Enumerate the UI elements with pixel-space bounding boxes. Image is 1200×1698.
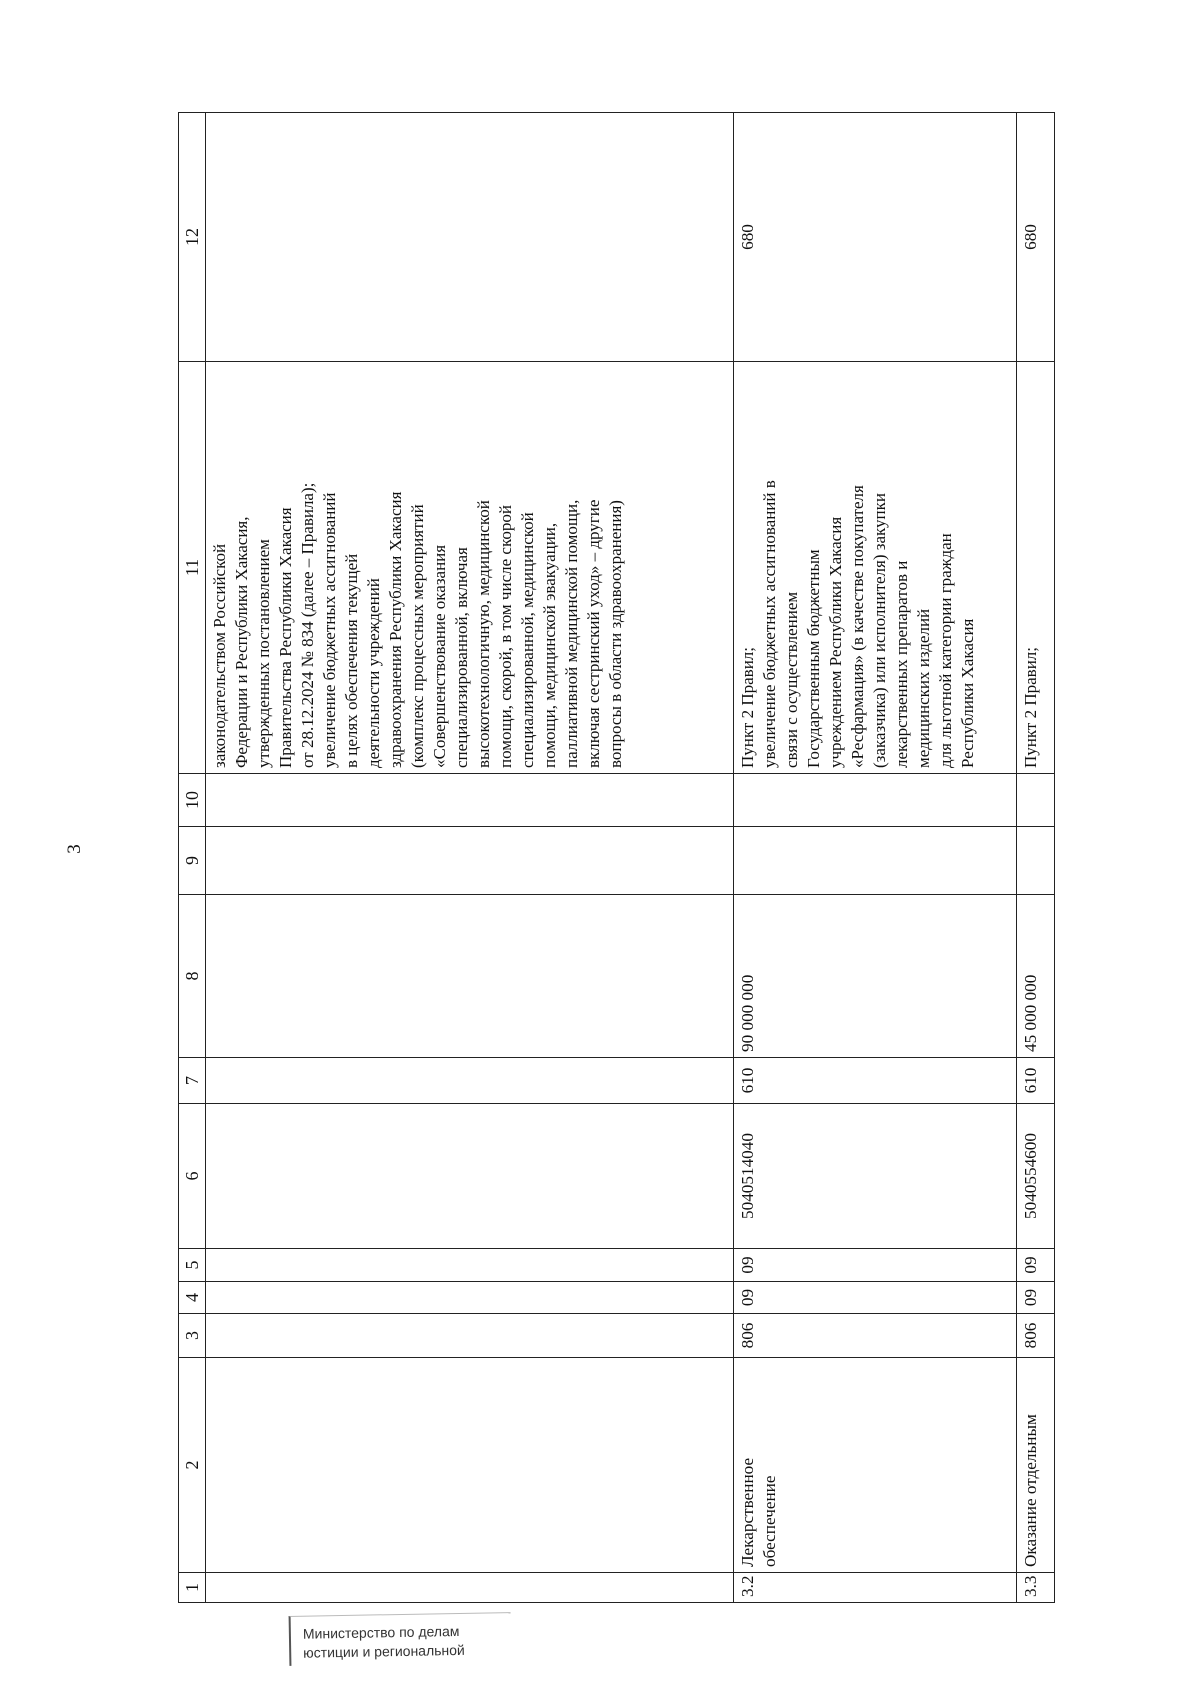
cell-col9 <box>1017 827 1055 895</box>
justification-line: паллиативной медицинской помощи, <box>562 499 581 768</box>
budget-table <box>178 112 1055 1603</box>
cell-target-article <box>206 1104 734 1249</box>
cell-col12 <box>206 113 734 362</box>
cell-expense-type <box>206 1058 734 1104</box>
cell-section: 09 <box>734 1282 1017 1314</box>
justification-line: законодательством Российской <box>210 543 229 768</box>
stamp-line: Министерство по делам <box>302 1622 460 1642</box>
cell-amount: 90 000 000 <box>734 895 1017 1058</box>
justification-line: вопросы в области здравоохранения) <box>606 500 625 768</box>
ministry-stamp <box>289 1612 512 1666</box>
cell-name: Лекарственное обеспечение <box>734 1358 1017 1573</box>
cell-col9 <box>734 827 1017 895</box>
justification-line: «Ресфармация» (в качестве покупателя <box>848 485 867 768</box>
justification-line: Правительства Республики Хакасия <box>276 507 295 768</box>
justification-line: помощи, скорой, в том числе скорой <box>496 505 515 768</box>
table-row <box>206 113 734 1603</box>
justification-line: для льготной категории граждан <box>936 533 955 768</box>
cell-subsection: 09 <box>1017 1249 1055 1282</box>
cell-section: 09 <box>1017 1282 1055 1314</box>
cell-col10 <box>1017 774 1055 827</box>
justification-line: учреждением Республики Хакасия <box>826 516 845 768</box>
col-header: 8 <box>179 895 206 1058</box>
col-header: 12 <box>179 113 206 362</box>
cell-col9 <box>206 827 734 895</box>
justification-line: Республики Хакасия <box>958 618 977 768</box>
stamp-line: юстиции и региональной <box>303 1641 465 1661</box>
table-row <box>734 113 1017 1603</box>
cell-justification <box>206 362 734 774</box>
cell-target-article: 5040554600 <box>1017 1104 1055 1249</box>
cell-item-number: 3.3 <box>1017 1573 1055 1603</box>
cell-section <box>206 1282 734 1314</box>
cell-col12: 680 <box>1017 113 1055 362</box>
col-header: 9 <box>179 827 206 895</box>
justification-line: в целях обеспечения текущей <box>342 553 361 768</box>
cell-col10 <box>206 774 734 827</box>
cell-col12: 680 <box>734 113 1017 362</box>
justification-line: здравоохранения Республики Хакасия <box>386 491 405 768</box>
justification-line: высокотехнологичную, медицинской <box>474 500 493 768</box>
cell-target-article: 5040514040 <box>734 1104 1017 1249</box>
justification-line: увеличение бюджетных ассигнований <box>320 492 339 768</box>
cell-justification <box>1017 362 1055 774</box>
justification-line: от 28.12.2024 № 834 (далее – Правила); <box>298 482 317 768</box>
justification-line: связи с осуществлением <box>782 591 801 768</box>
page-number: 3 <box>63 844 85 854</box>
cell-subsection <box>206 1249 734 1282</box>
justification-line: утвержденных постановлением <box>254 539 273 768</box>
col-header: 3 <box>179 1314 206 1358</box>
cell-subsection: 09 <box>734 1249 1017 1282</box>
cell-amount: 45 000 000 <box>1017 895 1055 1058</box>
justification-line: помощи, медицинской эвакуации, <box>540 522 559 768</box>
cell-amount <box>206 895 734 1058</box>
justification-line: увеличение бюджетных ассигнований в <box>760 480 779 768</box>
cell-justification <box>734 362 1017 774</box>
cell-name: Оказание отдельным <box>1017 1358 1055 1573</box>
justification-line: специализированной, включая <box>452 547 471 768</box>
justification-line: специализированной, медицинской <box>518 512 537 768</box>
cell-col10 <box>734 774 1017 827</box>
col-header: 11 <box>179 362 206 774</box>
column-number-row <box>179 113 206 1603</box>
col-header: 1 <box>179 1573 206 1603</box>
table-row <box>1017 113 1055 1603</box>
col-header: 10 <box>179 774 206 827</box>
justification-line: лекарственных препаратов и <box>892 560 911 768</box>
cell-code: 806 <box>1017 1314 1055 1358</box>
col-header: 4 <box>179 1282 206 1314</box>
justification-line: Федерации и Республики Хакасия, <box>232 516 251 768</box>
col-header: 5 <box>179 1249 206 1282</box>
cell-item-number <box>206 1573 734 1603</box>
justification-line: Пункт 2 Правил; <box>1021 647 1040 768</box>
justification-line: Государственным бюджетным <box>804 549 823 768</box>
budget-table-rotated <box>178 113 1071 1603</box>
cell-expense-type: 610 <box>734 1058 1017 1104</box>
justification-line: деятельности учреждений <box>364 578 383 768</box>
justification-line: медицинских изделий <box>914 608 933 768</box>
justification-line: (комплекс процессных мероприятий <box>408 504 427 768</box>
col-header: 6 <box>179 1104 206 1249</box>
cell-expense-type: 610 <box>1017 1058 1055 1104</box>
justification-line: Пункт 2 Правил; <box>738 647 757 768</box>
cell-code <box>206 1314 734 1358</box>
cell-item-number: 3.2 <box>734 1573 1017 1603</box>
justification-line: (заказчика) или исполнителя) закупки <box>870 493 889 768</box>
justification-line: включая сестринский уход» – другие <box>584 499 603 768</box>
cell-code: 806 <box>734 1314 1017 1358</box>
col-header: 2 <box>179 1358 206 1573</box>
justification-line: «Совершенствование оказания <box>430 544 449 768</box>
col-header: 7 <box>179 1058 206 1104</box>
cell-name <box>206 1358 734 1573</box>
